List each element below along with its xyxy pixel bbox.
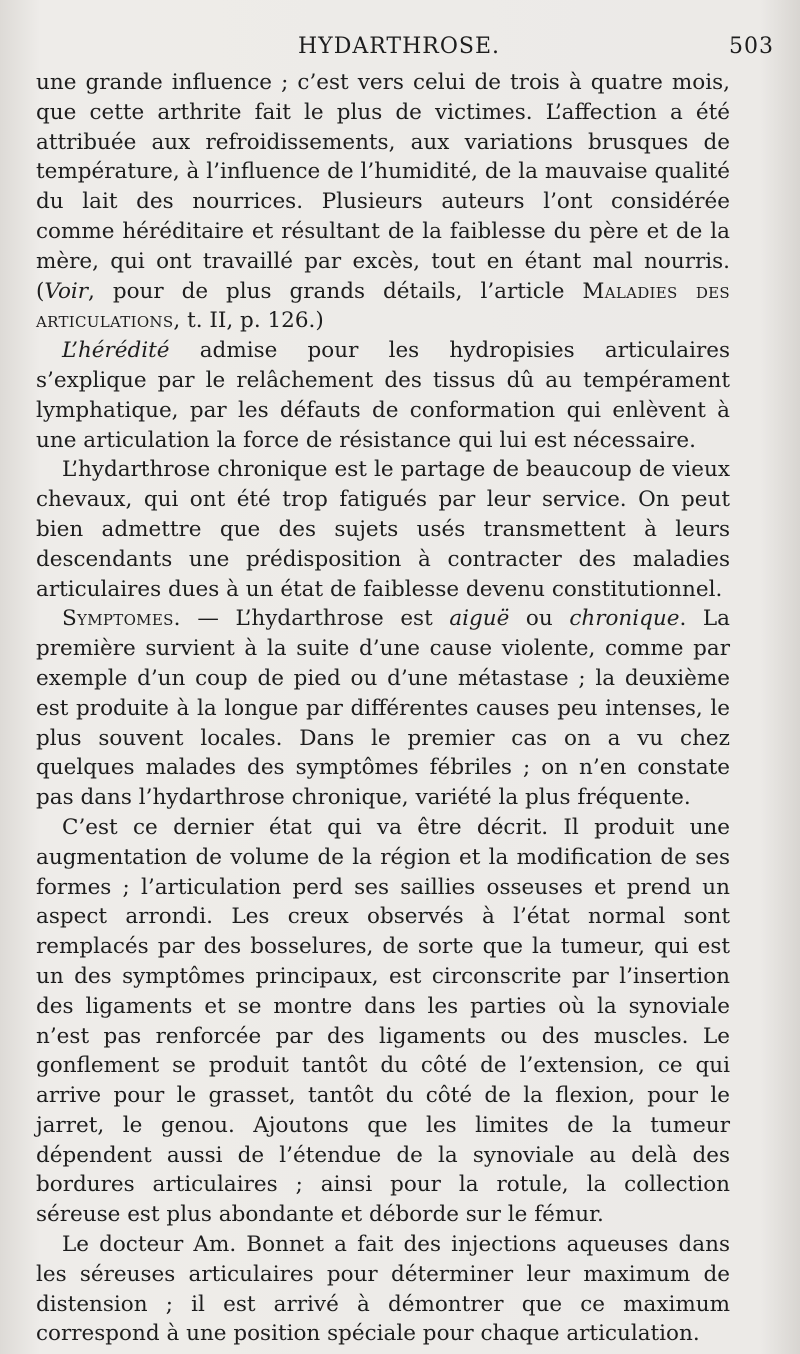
running-title: HYDARTHROSE. — [298, 34, 500, 59]
text-run: C’est ce dernier état qui va être décrit. Il produit une augmentation de volume de la région et la modification de ses formes ; l’articulation perd ses saillies osseuses et prend un aspect arrondi. Les creux observés à l’état normal sont remplacés par des bosselures, de sorte que la tumeur, qui est un des symptômes principaux, est circonscrite par l’insertion des ligaments et se montre dans les parties où la synoviale n’est pas renforcée par des ligaments ou des muscles. Le gonflement se produit tantôt du côté de l’extension, ce qui arrive pour le grasset, tantôt du côté de la flexion, pour le jarret, le genou. Ajoutons que les limites de la tumeur dépendent aussi de l’étendue de la synoviale au delà des bordures articulaires ; ainsi pour la rotule, la collection séreuse est plus abondante et déborde sur le fémur. — [36, 814, 730, 1228]
small-caps-text: Symptomes. — [62, 606, 181, 632]
page-number: 503 — [729, 34, 774, 59]
text-run: admise pour les hydropisies articulaires s’explique par le relâchement des tissus dû au tempérament lymphatique, par les défauts de conformation qui enlèvent à une articulation la force de résistance qui lui est nécessaire. — [36, 338, 730, 453]
text-run: , pour de plus grands détails, l’article — [88, 278, 583, 304]
italic-text: Voir — [44, 278, 89, 304]
paragraph — [36, 1230, 730, 1349]
paragraph — [36, 604, 730, 813]
page-header — [36, 28, 774, 68]
body-text — [36, 68, 730, 1349]
text-run: — L’hydarthrose est — [180, 606, 450, 632]
italic-text: L’hérédité — [62, 338, 170, 364]
text-run: ou — [509, 606, 570, 632]
text-run: , t. II, p. 126.) — [173, 308, 324, 334]
text-run: une grande influence ; c’est vers celui de trois à quatre mois, que cette arthrite fait le plus de victimes. L’affection a été attribuée aux refroidissements, aux variations brusques de température, à l’influence de l’humidité, de la mauvaise qualité du lait des nourrices. Plusieurs auteurs l’ont considérée comme héréditaire et résultant de la faiblesse du père et de la mère, qui ont travaillé par excès, tout en étant mal nourris. ( — [36, 70, 730, 304]
paragraph — [36, 336, 730, 455]
small-caps-text: Maladies des articulations — [36, 278, 730, 334]
paragraph — [36, 68, 730, 336]
italic-text: aiguë — [449, 606, 510, 632]
text-run: Le docteur Am. Bonnet a fait des injections aqueuses dans les séreuses articulaires pour déterminer leur maximum de distension ; il est arrivé à démontrer que ce maximum correspond à une position spéciale pour chaque articulation. — [36, 1232, 730, 1347]
paragraph — [36, 455, 730, 604]
italic-text: chronique — [569, 606, 680, 632]
text-run: L’hydarthrose chronique est le partage de beaucoup de vieux chevaux, qui ont été trop fatigués par leur service. On peut bien admettre que des sujets usés transmettent à leurs descendants une prédisposition à contracter des maladies articulaires dues à un état de faiblesse devenu constitutionnel. — [36, 457, 730, 602]
paragraph — [36, 813, 730, 1230]
text-run: . La première survient à la suite d’une cause violente, comme par exemple d’un coup de pied ou d’une métastase ; la deuxième est produite à la longue par différentes causes peu intenses, le plus souvent locales. Dans le premier cas on a vu chez quelques malades des symptômes fébriles ; on n’en constate pas dans l’hydarthrose chronique, variété la plus fréquente. — [36, 606, 730, 811]
